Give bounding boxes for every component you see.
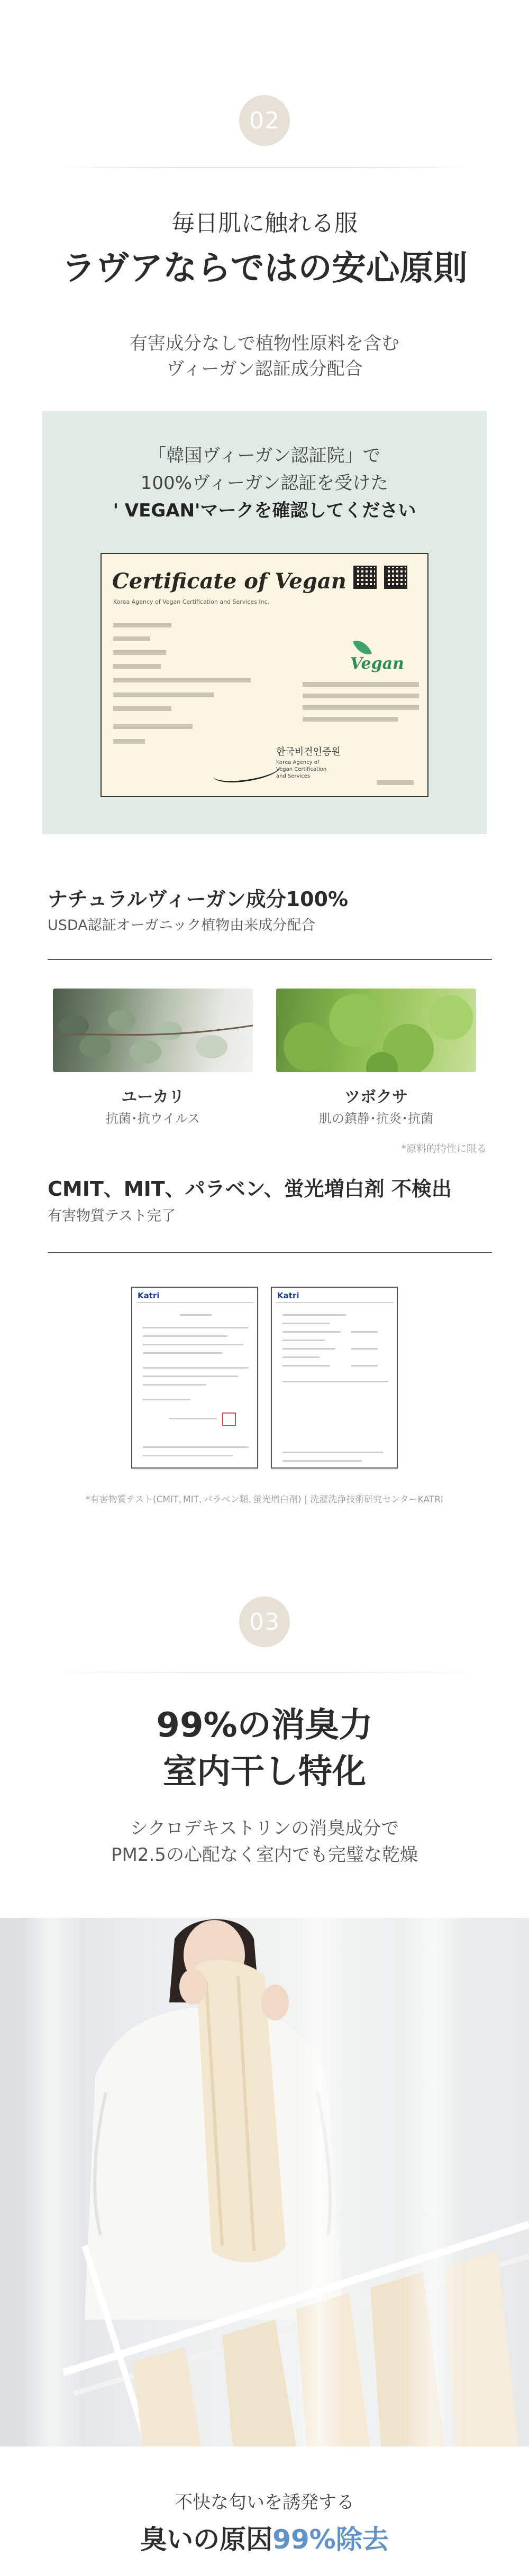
report-text-line	[143, 1344, 243, 1345]
certificate-text-line	[113, 636, 150, 641]
feature-title: CMIT、MIT、パラベン、蛍光増白剤 不検出	[48, 1177, 452, 1201]
report-text-line	[351, 1348, 378, 1350]
report-text-line	[282, 1460, 362, 1462]
eucalyptus-leaves-icon	[53, 989, 253, 1072]
bottom-title-prefix: 臭いの原因	[140, 2524, 273, 2555]
certificate-text-line	[303, 717, 398, 722]
certificate-text-line	[303, 705, 419, 710]
feature-title: ナチュラルヴィーガン成分100%	[48, 888, 349, 911]
report-text-line	[143, 1335, 227, 1337]
certificate-text-line	[113, 693, 214, 697]
certificate-text-line	[377, 780, 414, 785]
description-line: ヴィーガン認証成分配合	[166, 358, 363, 380]
ingredient-name: ユーカリ	[121, 1088, 185, 1106]
section-title-line: 室内干し特化	[163, 1752, 366, 1792]
section-title-line: 99%の消臭力	[156, 1706, 373, 1745]
issuer-korean: 한국비건인증원	[276, 746, 341, 758]
report-text-line	[143, 1352, 222, 1354]
ingredients-note: *原料的特性に限る	[401, 1143, 487, 1155]
description-line: シクロデキストリンの消臭成分で	[130, 1818, 399, 1839]
report-text-line	[143, 1455, 233, 1456]
ingredient-effect: 抗菌･抗ウイルス	[105, 1111, 200, 1126]
section-number: 02	[249, 107, 280, 134]
report-text-line	[282, 1331, 341, 1333]
certificate-text-line	[113, 678, 251, 682]
report-text-line	[143, 1384, 206, 1386]
caption-line: 「韓国ヴィーガン認証院」で	[148, 445, 381, 466]
description-line: 有害成分なしで植物性原料を含む	[130, 333, 399, 354]
section-description	[0, 331, 529, 382]
bottom-title-highlight: 99%除去	[272, 2524, 389, 2555]
report-text-line	[169, 1418, 217, 1419]
reports-note: *有害物質テスト(CMIT､MIT､パラベン類､蛍光増白剤) | 洗濯洗浄技術研究センターKATRI	[86, 1494, 443, 1505]
certificate-text-line	[113, 664, 161, 669]
certificate-text-line	[113, 706, 171, 711]
report-text-line	[282, 1356, 320, 1358]
vegan-mark: Vegan	[350, 654, 404, 673]
section-title: ラヴアならではの安心原則	[61, 249, 468, 288]
report-text-line	[143, 1375, 238, 1377]
curtain-fold	[21, 1918, 85, 2446]
bottom-title	[0, 2518, 529, 2556]
certificate-text-line	[113, 623, 171, 627]
report-text-line	[282, 1381, 388, 1382]
certificate-text-line	[303, 682, 419, 687]
certificate-text-line	[113, 724, 193, 729]
report-text-line	[351, 1331, 378, 1333]
certificate-issuer: Korea Agency of Vegan Certification and Services Inc.	[113, 598, 270, 605]
signature-icon	[212, 756, 282, 784]
section-subtitle: 毎日肌に触れる服	[171, 210, 358, 237]
red-stamp-icon	[222, 1412, 236, 1426]
eucalyptus-photo	[53, 989, 253, 1072]
divider	[48, 1252, 492, 1253]
report-text-line	[282, 1314, 346, 1316]
description-line: PM2.5の心配なく室内でも完璧な乾燥	[111, 1844, 418, 1866]
report-text-line	[180, 1314, 212, 1316]
vegan-certificate-image	[101, 553, 428, 797]
report-text-line	[282, 1365, 330, 1367]
report-text-line	[282, 1348, 335, 1350]
certificate-text-line	[113, 650, 166, 655]
certificate-caption	[0, 442, 529, 524]
feature-subtitle: USDA認証オーガニック植物由来成分配合	[48, 917, 316, 934]
katri-logo: Katri	[277, 1291, 299, 1300]
qr-code-icon	[384, 566, 407, 589]
issuer-english: Korea Agency of Vegan Certification and Services	[276, 760, 327, 779]
divider	[48, 959, 492, 960]
hero-laundry-photo	[0, 1918, 529, 2446]
caption-line-bold: ' VEGAN'マークを確認してください	[113, 500, 416, 521]
certificate-title: Certificate of Vegan	[112, 569, 346, 594]
report-text-line	[143, 1399, 190, 1400]
ingredient-name: ツボクサ	[344, 1088, 408, 1106]
section-number: 03	[249, 1608, 280, 1636]
section-number-badge	[239, 95, 290, 146]
certificate-text-line	[113, 739, 145, 744]
test-report-document	[131, 1287, 258, 1469]
divider	[53, 167, 476, 168]
report-text-line	[143, 1367, 249, 1369]
qr-code-icon	[353, 566, 377, 589]
report-text-line	[282, 1340, 325, 1341]
test-report-document	[271, 1287, 398, 1469]
katri-logo: Katri	[138, 1291, 160, 1300]
centella-photo	[276, 989, 476, 1072]
section-description	[0, 1815, 529, 1868]
section-number-badge	[239, 1596, 290, 1647]
report-text-line	[143, 1446, 249, 1448]
bottom-subtitle: 不快な匂いを誘発する	[175, 2492, 354, 2513]
report-text-line	[143, 1327, 249, 1328]
certificate-text-line	[303, 694, 419, 698]
report-text-line	[282, 1323, 330, 1324]
curtain-fold	[296, 1918, 344, 2446]
ingredient-effect: 肌の鎮静･抗炎･抗菌	[319, 1111, 433, 1126]
caption-line: 100%ヴィーガン認証を受けた	[140, 473, 389, 494]
curtain-fold	[402, 1918, 466, 2446]
feature-subtitle: 有害物質テスト完了	[48, 1208, 176, 1224]
report-text-line	[282, 1452, 383, 1453]
report-text-line	[351, 1365, 378, 1367]
centella-leaves-icon	[276, 989, 476, 1072]
